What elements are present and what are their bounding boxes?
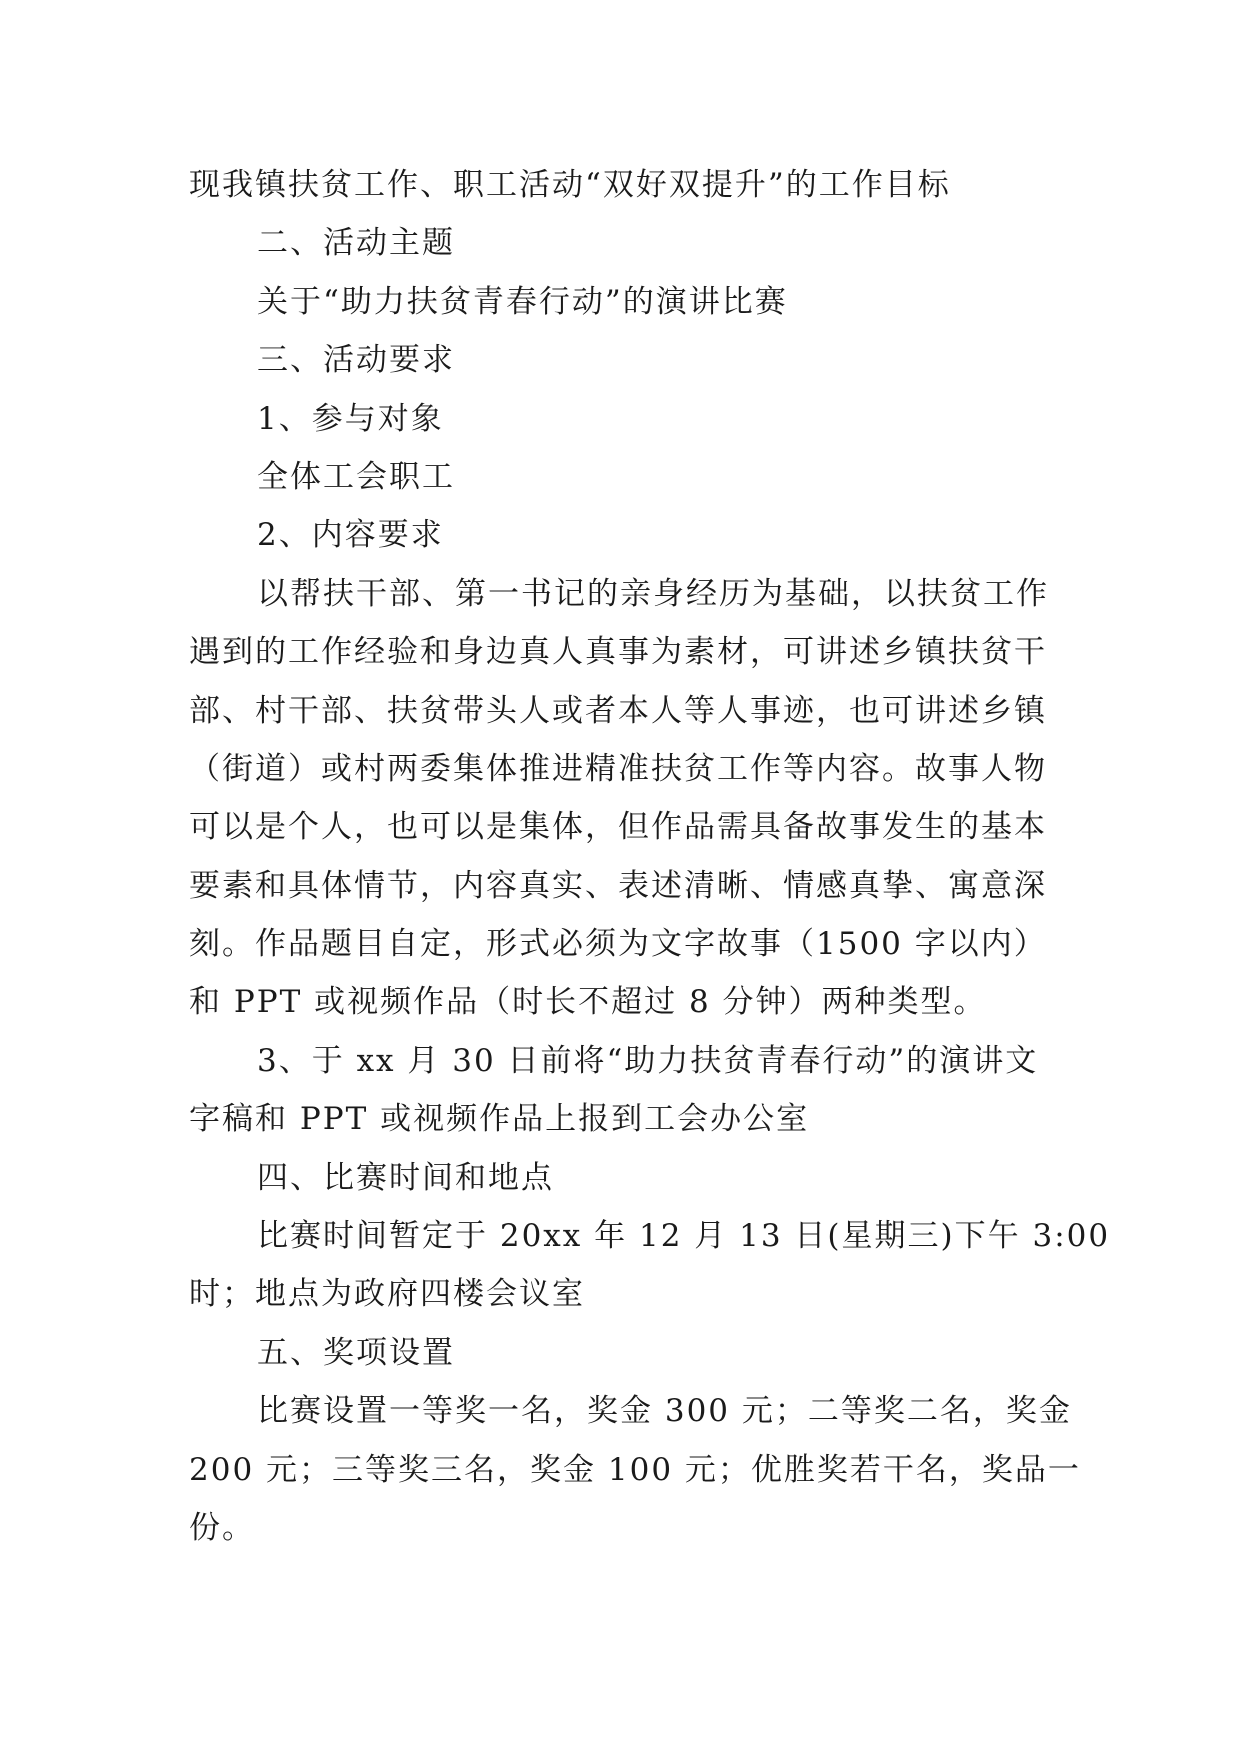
section-heading: 二、活动主题 xyxy=(257,225,455,262)
paragraph-line: 全体工会职工 xyxy=(257,458,455,495)
section-heading: 三、活动要求 xyxy=(257,342,455,379)
document-body xyxy=(189,156,1111,1557)
paragraph-line: 时；地点为政府四楼会议室 xyxy=(189,1276,585,1313)
paragraph-line: 刻。作品题目自定，形式必须为文字故事（1500 字以内） xyxy=(189,926,1047,963)
section-heading: 四、比赛时间和地点 xyxy=(257,1159,554,1196)
subsection-heading: 1、参与对象 xyxy=(257,400,444,437)
paragraph-line: （街道）或村两委集体推进精准扶贫工作等内容。故事人物 xyxy=(189,750,1047,787)
section-heading: 五、奖项设置 xyxy=(257,1334,455,1371)
paragraph-line: 200 元；三等奖三名，奖金 100 元；优胜奖若干名，奖品一 xyxy=(189,1451,1081,1488)
paragraph-line: 可以是个人，也可以是集体，但作品需具备故事发生的基本 xyxy=(189,809,1047,846)
paragraph-line: 要素和具体情节，内容真实、表述清晰、情感真挚、寓意深 xyxy=(189,867,1047,904)
paragraph-line: 遇到的工作经验和身边真人真事为素材，可讲述乡镇扶贫干 xyxy=(189,634,1047,671)
paragraph-line: 以帮扶干部、第一书记的亲身经历为基础，以扶贫工作 xyxy=(257,575,1049,612)
paragraph-line: 比赛设置一等奖一名，奖金 300 元；二等奖二名，奖金 xyxy=(257,1393,1072,1430)
paragraph-line: 关于“助力扶贫青春行动”的演讲比赛 xyxy=(257,283,788,320)
paragraph-line: 部、村干部、扶贫带头人或者本人等人事迹，也可讲述乡镇 xyxy=(189,692,1047,729)
paragraph-line: 字稿和 PPT 或视频作品上报到工会办公室 xyxy=(189,1101,810,1138)
paragraph-line: 现我镇扶贫工作、职工活动“双好双提升”的工作目标 xyxy=(189,167,951,203)
paragraph-line: 比赛时间暂定于 20xx 年 12 月 13 日(星期三)下午 3:00 xyxy=(257,1218,1111,1255)
paragraph-line: 和 PPT 或视频作品（时长不超过 8 分钟）两种类型。 xyxy=(189,984,987,1021)
paragraph-line: 3、于 xx 月 30 日前将“助力扶贫青春行动”的演讲文 xyxy=(257,1042,1039,1079)
paragraph-line: 份。 xyxy=(189,1509,255,1546)
subsection-heading: 2、内容要求 xyxy=(257,517,444,554)
